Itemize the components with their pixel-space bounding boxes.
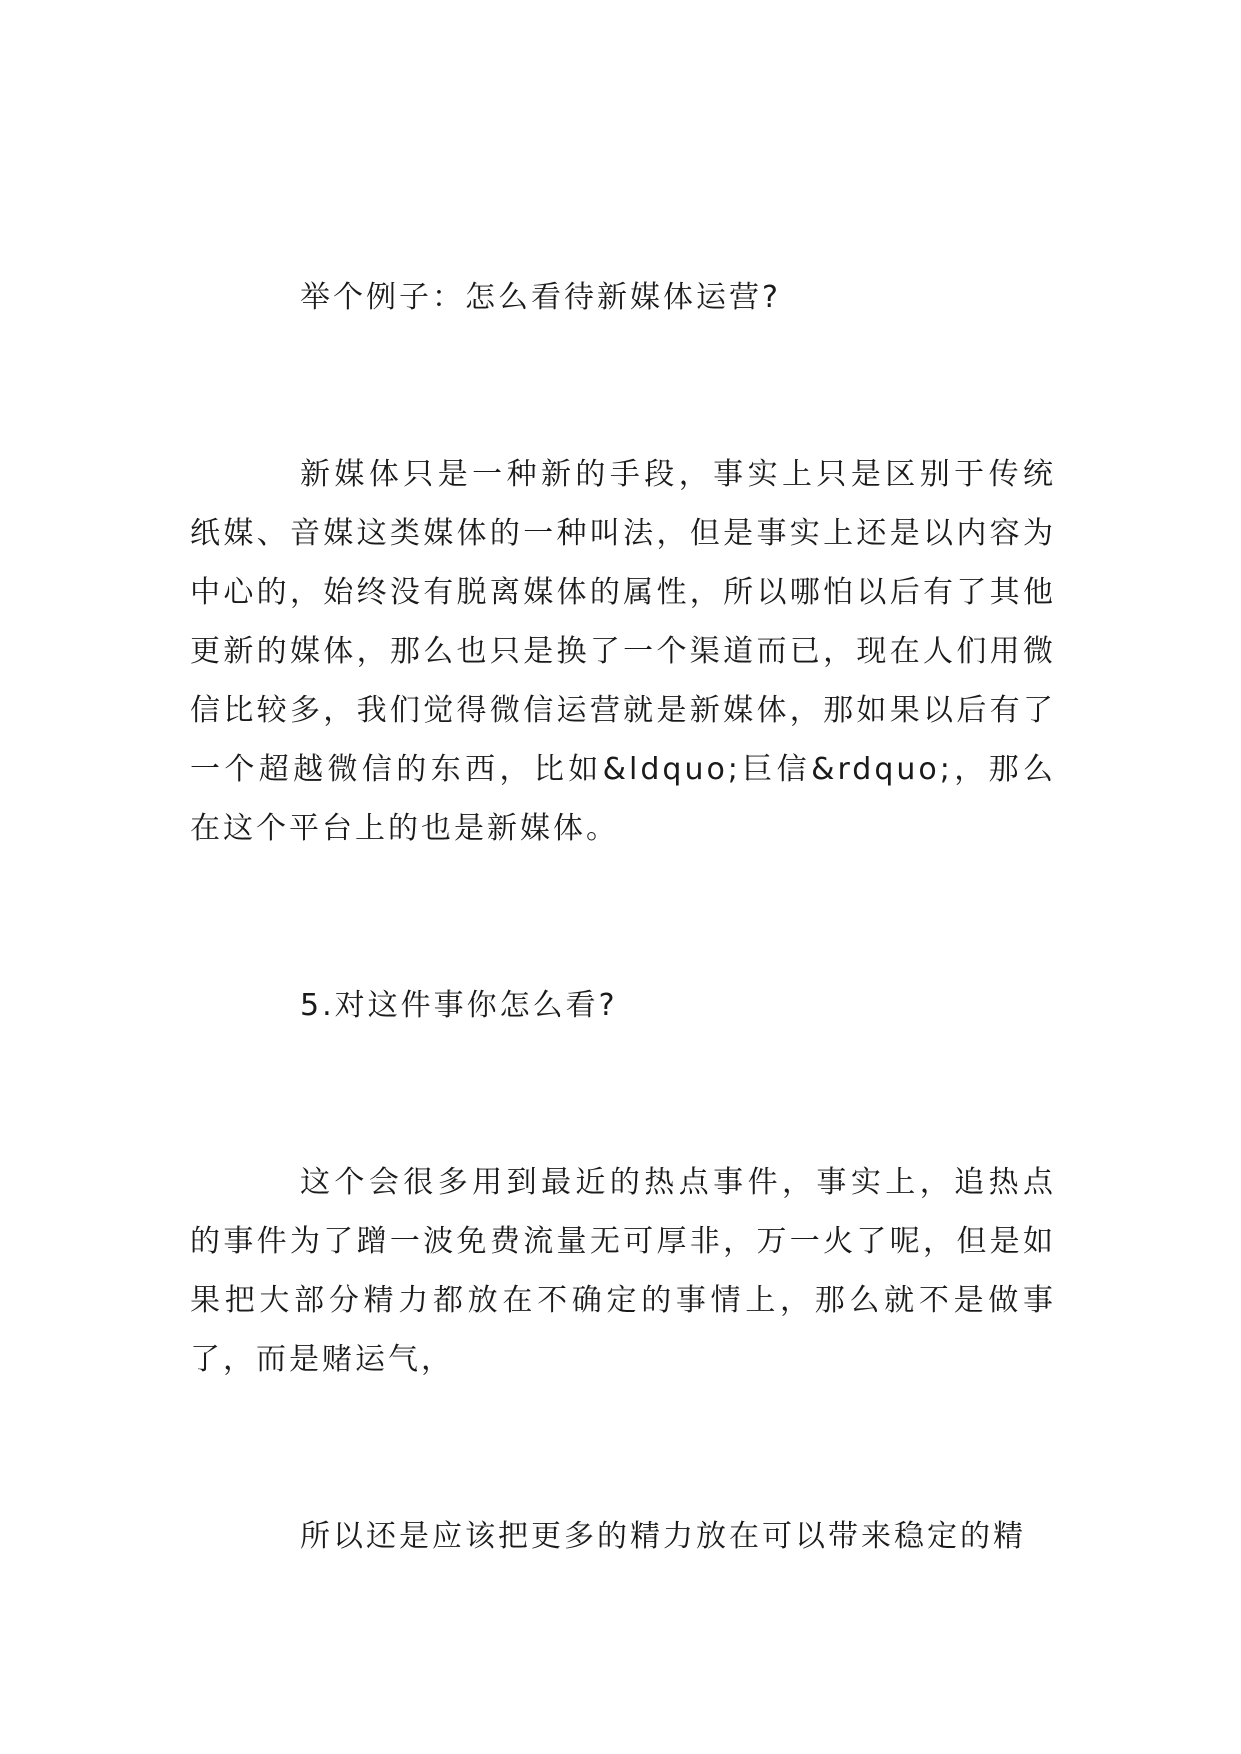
answer-paragraph: 所以还是应该把更多的精力放在可以带来稳定的精 (300, 1519, 1026, 1554)
document-body (190, 268, 1056, 1566)
answer-paragraph: 这个会很多用到最近的热点事件，事实上，追热点的事件为了蹭一波免费流量无可厚非，万一火了呢，但是如果把大部分精力都放在不确定的事情上，那么就不是做事了，而是赌运气， (190, 1165, 1056, 1377)
question-heading: 5.对这件事你怎么看? (300, 988, 618, 1023)
answer-paragraph: 新媒体只是一种新的手段，事实上只是区别于传统纸媒、音媒这类媒体的一种叫法，但是事实上还是以内容为中心的，始终没有脱离媒体的属性，所以哪怕以后有了其他更新的媒体，那么也只是换了一个渠道而已，现在人们用微信比较多，我们觉得微信运营就是新媒体，那如果以后有了一个超越微信的东西，比如&ldquo;巨信&rdquo;，那么在这个平台上的也是新媒体。 (190, 457, 1056, 846)
question-heading: 举个例子：怎么看待新媒体运营? (300, 280, 781, 315)
